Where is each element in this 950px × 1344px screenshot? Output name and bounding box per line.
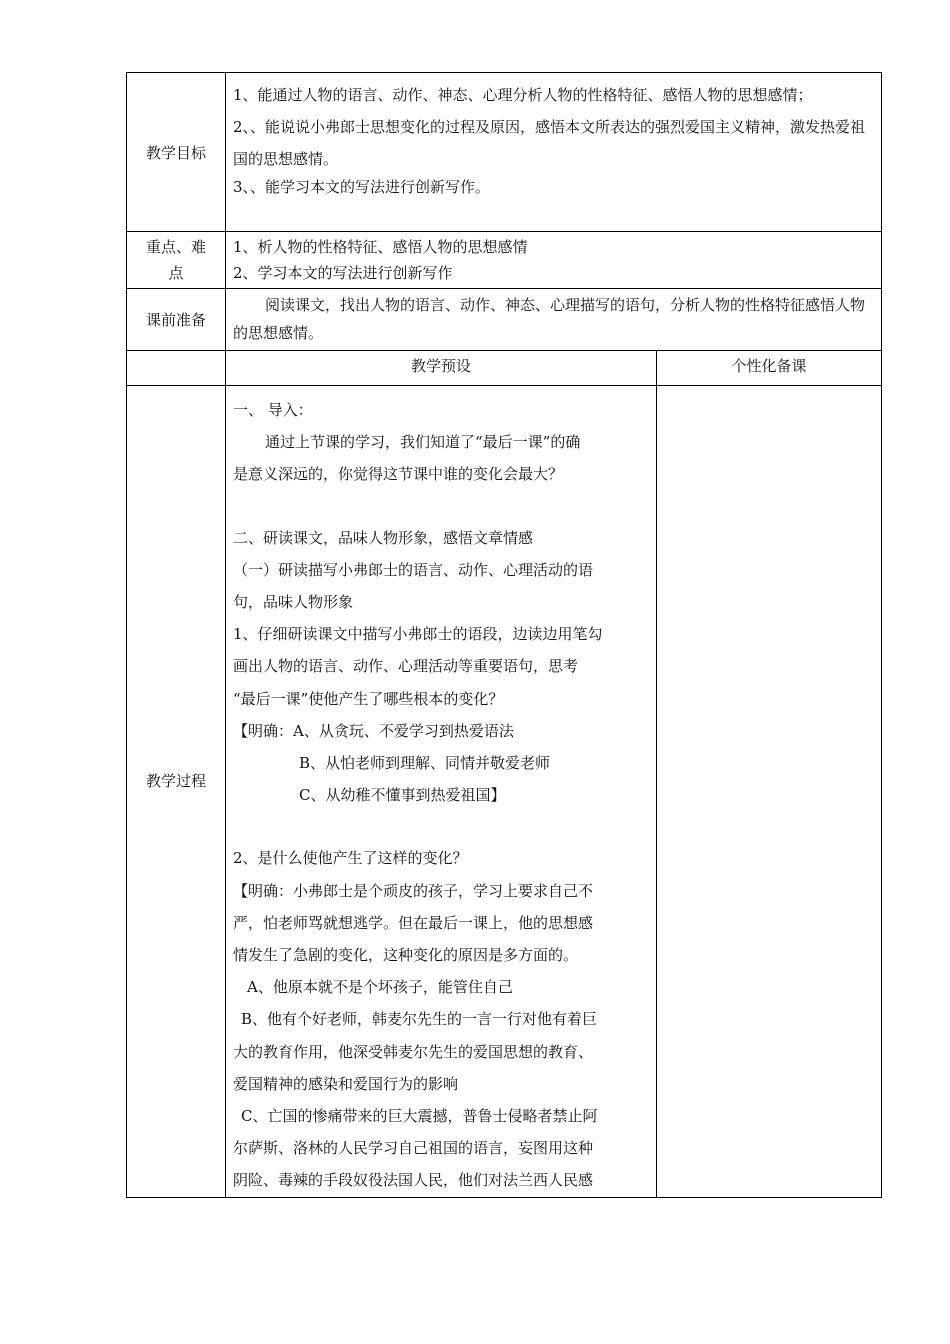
preparation-content <box>226 289 882 351</box>
blank-line <box>233 811 649 842</box>
preparation-label: 课前准备 <box>145 311 206 329</box>
process-line: 情发生了急剧的变化，这种变化的原因是多方面的。 <box>233 946 579 965</box>
process-line: （一）研读描写小弗郎士的语言、动作、心理活动的语 <box>233 560 594 579</box>
key-points-label-cell <box>127 232 226 289</box>
header-empty-cell <box>127 351 226 386</box>
process-label-cell <box>127 386 226 1198</box>
personalized-notes-cell <box>657 386 882 1198</box>
process-line: 【明确：A、从贪玩、不爱学习到热爱语法 <box>233 721 514 740</box>
process-content <box>226 386 657 1198</box>
blank-line <box>233 491 649 522</box>
objective-item: 2、、能说说小弗郎士思想变化的过程及原因，感悟本文所表达的强烈爱国主义精神，激发热爱祖国的思想感情。 <box>233 118 866 168</box>
process-line: 2、是什么使他产生了这样的变化？ <box>233 849 468 868</box>
process-line: 大的教育作用，他深受韩麦尔先生的爱国思想的教育、 <box>233 1042 594 1061</box>
process-line: 句，品味人物形象 <box>233 593 354 612</box>
header-teaching-plan: 教学预设 <box>226 351 657 386</box>
objective-item: 3、、能学习本文的写法进行创新写作。 <box>233 178 491 196</box>
key-points-row <box>127 232 882 289</box>
process-row <box>127 386 882 1198</box>
process-line: B、从怕老师到理解、同情并敬爱老师 <box>299 754 551 773</box>
process-label: 教学过程 <box>145 771 206 790</box>
key-points-label-line2: 点 <box>168 264 184 282</box>
process-line: C、从幼稚不懂事到热爱祖国】 <box>299 786 506 805</box>
objectives-label-cell <box>127 73 226 232</box>
process-line: 一、 导入： <box>233 401 313 419</box>
lesson-plan-table <box>126 72 882 1198</box>
process-line: 阴险、毒辣的手段奴役法国人民，他们对法兰西人民感 <box>233 1171 594 1190</box>
process-line: C、亡国的惨痛带来的巨大震撼，普鲁士侵略者禁止阿 <box>241 1107 598 1126</box>
process-line: 【明确：小弗郎士是个顽皮的孩子，学习上要求自己不 <box>233 881 594 900</box>
process-line: 画出人物的语言、动作、心理活动等重要语句，思考 <box>233 657 579 676</box>
preparation-label-cell <box>127 289 226 351</box>
process-line: 是意义深远的，你觉得这节课中谁的变化会最大？ <box>233 465 564 484</box>
preparation-text: 阅读课文，找出人物的语言、动作、神态、心理描写的语句，分析人物的性格特征感悟人物的思想感情。 <box>233 296 866 342</box>
key-points-label-line1: 重点、难 <box>145 238 206 256</box>
key-point-item: 2、学习本文的写法进行创新写作 <box>233 264 453 282</box>
process-line: B、他有个好老师，韩麦尔先生的一言一行对他有着巨 <box>241 1010 598 1029</box>
process-line: 二、研读课文，品味人物形象，感悟文章情感 <box>233 528 534 547</box>
preparation-row <box>127 289 882 351</box>
objective-item: 1、能通过人物的语言、动作、神态、心理分析人物的性格特征、感悟人物的思想感情； <box>233 86 813 104</box>
process-line: 通过上节课的学习，我们知道了“最后一课”的确 <box>265 433 581 452</box>
objectives-row <box>127 73 882 232</box>
column-header-row <box>127 351 882 386</box>
process-line: 严，怕老师骂就想逃学。但在最后一课上，他的思想感 <box>233 913 594 932</box>
process-line: 尔萨斯、洛林的人民学习自己祖国的语言，妄图用这种 <box>233 1139 594 1158</box>
process-line: A、他原本就不是个坏孩子，能管住自己 <box>247 978 513 997</box>
process-line: 1、仔细研读课文中描写小弗郎士的语段，边读边用笔勾 <box>233 625 603 644</box>
header-personalized: 个性化备课 <box>657 351 882 386</box>
process-line: 爱国精神的感染和爱国行为的影响 <box>233 1074 459 1093</box>
key-points-content <box>226 232 882 289</box>
objectives-content <box>226 73 882 232</box>
process-line: “最后一课”使他产生了哪些根本的变化？ <box>233 689 504 708</box>
key-point-item: 1、析人物的性格特征、感悟人物的思想感情 <box>233 238 528 256</box>
objectives-label: 教学目标 <box>145 143 206 162</box>
